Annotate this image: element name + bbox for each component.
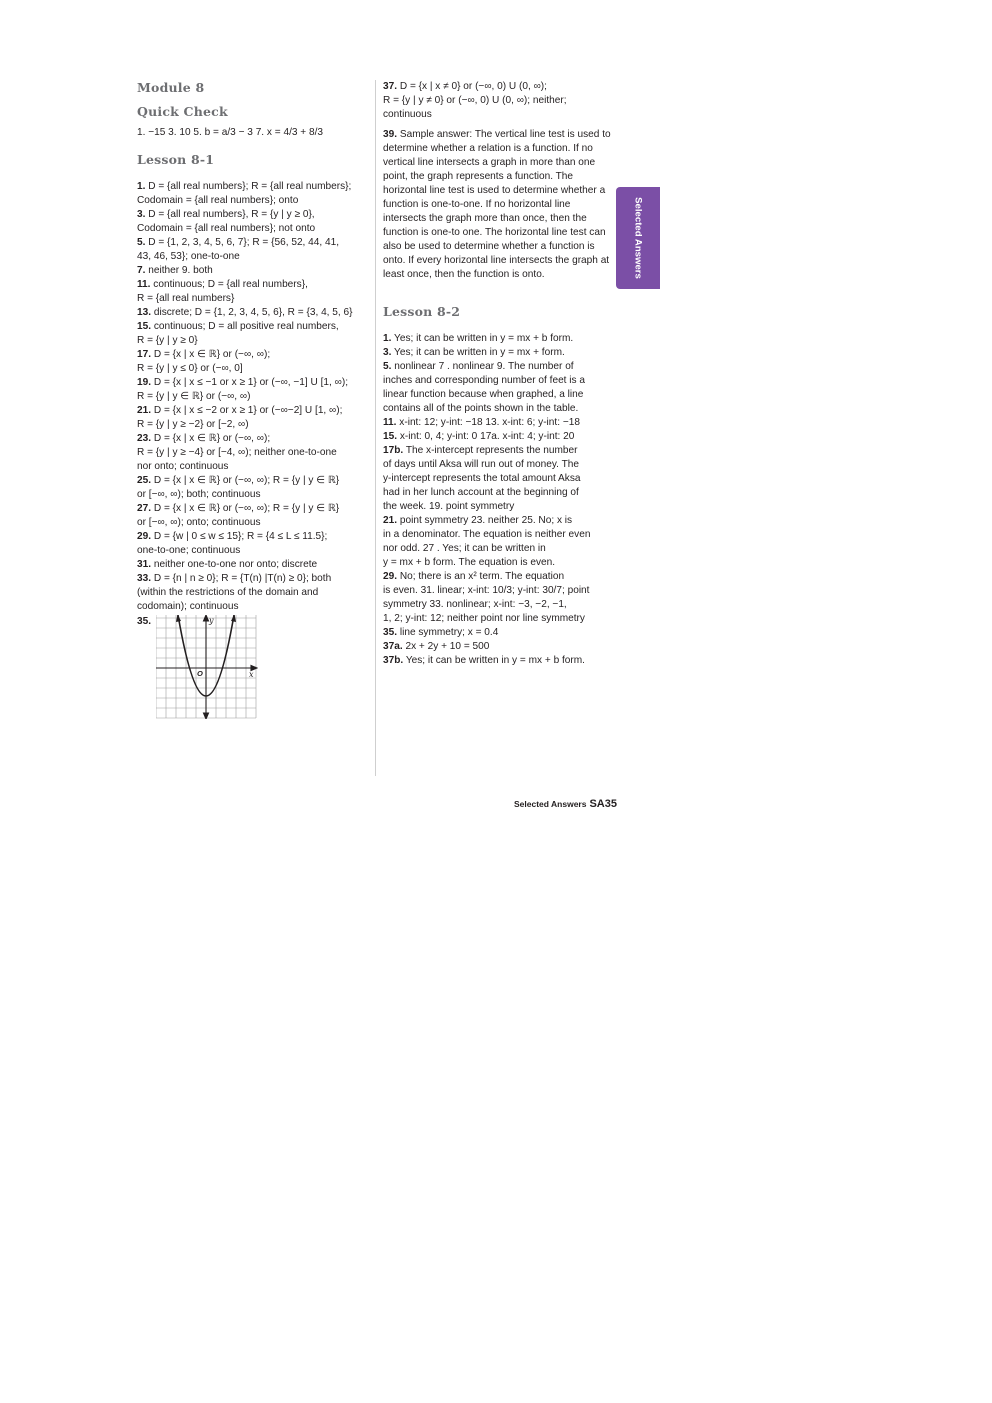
answer-number: 17. <box>137 349 152 360</box>
answer-line <box>383 556 611 570</box>
answer-line <box>383 444 611 458</box>
answer-number: 37a. <box>383 641 403 652</box>
answer-number: 5. <box>383 361 392 372</box>
answer-line <box>137 348 373 362</box>
answer-line <box>383 430 611 444</box>
answer-number: 11. <box>137 279 151 290</box>
answer-line <box>383 626 611 640</box>
origin-label: O <box>197 669 203 678</box>
quick-check-heading: Quick Check <box>137 104 228 119</box>
answer-text: D = {x | x ≤ −2 or x ≥ 1} or (−∞−2] U [1, ∞); <box>153 405 343 416</box>
lesson-8-2-heading: Lesson 8-2 <box>383 304 461 319</box>
answer-line <box>137 278 373 292</box>
graph-axes <box>156 615 257 719</box>
answer-text: D = {x | x ∈ ℝ} or (−∞, ∞); R = {y | y ∈ ℝ} <box>153 503 340 514</box>
answer-text: of days until Aksa will run out of money. The <box>383 459 579 470</box>
answer-number: 1. <box>383 333 392 344</box>
answer-line <box>383 542 611 556</box>
answer-text: Yes; it can be written in y = mx + b form. <box>405 655 585 666</box>
answer-text: 43, 46, 53}; one-to-one <box>137 251 240 262</box>
answer-line <box>383 654 611 668</box>
answer-text: D = {x | x ≤ −1 or x ≥ 1} or (−∞, −1] U [1, ∞); <box>153 377 349 388</box>
answer-line <box>383 486 611 500</box>
answer-line <box>137 544 373 558</box>
answer-line <box>137 600 373 614</box>
answer-text: in a denominator. The equation is neither even <box>383 529 591 540</box>
answer-text: neither one-to-one nor onto; discrete <box>153 559 318 570</box>
answer-text: R = {y | y ≤ 0} or (−∞, 0] <box>137 363 243 374</box>
answer-text: continuous; D = {all real numbers}, <box>153 279 308 290</box>
answer-number: 7. <box>137 265 146 276</box>
page-number: SA35 <box>589 798 617 810</box>
answer-number: 13. <box>137 307 152 318</box>
answer-text: y-intercept represents the total amount Aksa <box>383 473 581 484</box>
answer-text: or [−∞, ∞); onto; continuous <box>137 517 261 528</box>
answer-text: y = mx + b form. The equation is even. <box>383 557 556 568</box>
answer-39 <box>383 128 611 282</box>
answer-line <box>383 402 611 416</box>
answer-text: Codomain = {all real numbers}; onto <box>137 195 299 206</box>
answer-number: 37. <box>383 81 398 92</box>
answer-text: R = {y | y ∈ ℝ} or (−∞, ∞) <box>137 391 251 402</box>
answer-line <box>383 528 611 542</box>
page-footer <box>514 794 617 812</box>
y-axis-label: y <box>209 616 214 625</box>
answer-text: or [−∞, ∞); both; continuous <box>137 489 261 500</box>
answer-line <box>137 488 373 502</box>
answer-line <box>383 388 611 402</box>
answer-line <box>137 264 373 278</box>
answer-text: x-int: 0, 4; y-int: 0 17a. x-int: 4; y-int: 20 <box>399 431 575 442</box>
answer-text: nonlinear 7 . nonlinear 9. The number of <box>394 361 574 372</box>
answer-text: nor odd. 27 . Yes; it can be written in <box>383 543 546 554</box>
x-axis-label: x <box>249 670 254 679</box>
right-column <box>383 80 611 668</box>
answer-number: 11. <box>383 417 397 428</box>
quick-check-answers: 1. −15 3. 10 5. b = a/3 − 3 7. x = 4/3 + 8/3 <box>137 127 324 138</box>
answer-text: line symmetry; x = 0.4 <box>399 627 499 638</box>
answer-text: 2x + 2y + 10 = 500 <box>405 641 490 652</box>
answer-number: 27. <box>137 503 152 514</box>
answer-number: 1. <box>137 181 146 192</box>
answer-text: inches and corresponding number of feet is a <box>383 375 585 386</box>
lesson-8-2-answers <box>383 332 611 668</box>
answer-line <box>383 108 611 122</box>
answer-number: 15. <box>137 321 152 332</box>
answer-line <box>383 80 611 94</box>
answer-text: D = {all real numbers}; R = {all real numbers}; <box>148 181 352 192</box>
parabola-graph <box>156 615 258 719</box>
answer-number: 5. <box>137 237 146 248</box>
answer-number: 23. <box>137 433 152 444</box>
answer-line <box>383 416 611 430</box>
answer-text: R = {y | y ≥ −4} or [−4, ∞); neither one-to-one <box>137 447 337 458</box>
answer-text: the week. 19. point symmetry <box>383 501 515 512</box>
answer-text: (within the restrictions of the domain and <box>137 587 319 598</box>
answer-text: continuous <box>383 109 432 120</box>
answer-line <box>383 570 611 584</box>
answer-text: D = {x | x ≠ 0} or (−∞, 0) U (0, ∞); <box>399 81 547 92</box>
answer-line <box>137 460 373 474</box>
answer-number: 21. <box>383 515 398 526</box>
curve-arrow-left <box>176 615 181 622</box>
answer-line <box>137 222 373 236</box>
answer-line <box>137 586 373 600</box>
answer-text: Sample answer: The vertical line test is used to determine whether a relation is a function. If no vertical line intersects a graph in more than one point, the graph represents a function. The horizontal line test is used to determine whether a function is one-to-one. If no horizontal line intersects the graph more than once, then the function is one-to one. The horizontal line test can also be used to determine whether a function is onto. If every horizontal line intersects the graph at least once, then the function is onto. <box>383 129 611 280</box>
answer-line <box>383 458 611 472</box>
answer-text: D = {x | x ∈ ℝ} or (−∞, ∞); R = {y | y ∈ ℝ} <box>153 475 340 486</box>
answer-line <box>137 530 373 544</box>
answer-text: symmetry 33. nonlinear; x-int: −3, −2, −1, <box>383 599 567 610</box>
answer-number: 29. <box>137 531 152 542</box>
answer-text: x-int: 12; y-int: −18 13. x-int: 6; y-int: −18 <box>399 417 580 428</box>
answer-text: discrete; D = {1, 2, 3, 4, 5, 6}, R = {3, 4, 5, 6} <box>153 307 353 318</box>
answer-number: 17b. <box>383 445 404 456</box>
answer-number: 31. <box>137 559 152 570</box>
column-divider <box>375 80 376 776</box>
answer-number: 21. <box>137 405 152 416</box>
answer-number: 3. <box>137 209 146 220</box>
answer-text: R = {y | y ≠ 0} or (−∞, 0) U (0, ∞); neither; <box>383 95 567 106</box>
answer-text: Yes; it can be written in y = mx + b form. <box>394 333 574 344</box>
answer-line <box>383 640 611 654</box>
answer-line <box>383 360 611 374</box>
answer-line <box>383 584 611 598</box>
answer-text: No; there is an x² term. The equation <box>399 571 565 582</box>
answer-text: D = {1, 2, 3, 4, 5, 6, 7}; R = {56, 52, 44, 41, <box>148 237 340 248</box>
answer-line <box>137 292 373 306</box>
answer-line <box>137 390 373 404</box>
answer-number: 35. <box>137 616 152 627</box>
answer-line <box>383 94 611 108</box>
answer-text: one-to-one; continuous <box>137 545 241 556</box>
answer-text: linear function because when graphed, a line <box>383 389 584 400</box>
answer-text: neither 9. both <box>148 265 213 276</box>
answer-number: 3. <box>383 347 392 358</box>
answer-text: is even. 31. linear; x-int: 10/3; y-int: 30/7; point <box>383 585 590 596</box>
answer-line <box>137 404 373 418</box>
lesson-8-1-answers <box>137 180 373 614</box>
answer-text: D = {n | n ≥ 0}; R = {T(n) |T(n) ≥ 0}; both <box>153 573 332 584</box>
answer-37 <box>383 80 611 122</box>
answer-line <box>137 236 373 250</box>
selected-answers-tab[interactable] <box>616 187 660 289</box>
answer-line <box>383 612 611 626</box>
answer-number: 15. <box>383 431 398 442</box>
answer-text: R = {y | y ≥ 0} <box>137 335 198 346</box>
answer-line <box>383 374 611 388</box>
answer-35 <box>137 615 373 719</box>
selected-answers-tab-label: Selected Answers <box>632 197 644 279</box>
left-column <box>137 80 373 719</box>
answer-line <box>383 500 611 514</box>
lesson-8-1-heading: Lesson 8-1 <box>137 152 215 167</box>
answer-number: 19. <box>137 377 152 388</box>
answer-text: continuous; D = all positive real numbers, <box>153 321 339 332</box>
answer-line <box>137 418 373 432</box>
answer-line <box>383 332 611 346</box>
answer-text: contains all of the points shown in the table. <box>383 403 579 414</box>
footer-label: Selected Answers <box>514 799 587 809</box>
answer-text: Yes; it can be written in y = mx + form. <box>394 347 565 358</box>
answer-line <box>137 432 373 446</box>
answer-line <box>383 346 611 360</box>
answer-line <box>137 446 373 460</box>
answer-line <box>383 514 611 528</box>
answer-line <box>137 320 373 334</box>
answer-line <box>137 474 373 488</box>
answer-text: R = {all real numbers} <box>137 293 235 304</box>
answer-text: had in her lunch account at the beginning of <box>383 487 579 498</box>
answer-text: Codomain = {all real numbers}; not onto <box>137 223 316 234</box>
answer-line <box>383 472 611 486</box>
answer-line <box>137 180 373 194</box>
answer-line <box>137 208 373 222</box>
answer-line <box>137 502 373 516</box>
answer-line <box>137 516 373 530</box>
answer-line <box>137 558 373 572</box>
answer-text: 1, 2; y-int: 12; neither point nor line symmetry <box>383 613 585 624</box>
answer-number: 39. <box>383 129 398 140</box>
answer-number: 35. <box>383 627 398 638</box>
answer-line <box>137 194 373 208</box>
answer-number: 29. <box>383 571 398 582</box>
curve-arrow-right <box>231 615 236 622</box>
answer-number: 25. <box>137 475 152 486</box>
answer-line <box>137 334 373 348</box>
answer-number: 33. <box>137 573 152 584</box>
module-title: Module 8 <box>137 80 205 95</box>
answer-text: D = {all real numbers}, R = {y | y ≥ 0}, <box>148 209 315 220</box>
answer-text: D = {x | x ∈ ℝ} or (−∞, ∞); <box>153 349 271 360</box>
answer-text: codomain); continuous <box>137 601 239 612</box>
answer-line <box>137 376 373 390</box>
answer-line <box>137 572 373 586</box>
answer-line <box>137 306 373 320</box>
answer-text: nor onto; continuous <box>137 461 229 472</box>
answer-text: The x-intercept represents the number <box>405 445 578 456</box>
answer-line <box>137 362 373 376</box>
answer-number: 37b. <box>383 655 404 666</box>
answer-text: R = {y | y ≥ −2} or [−2, ∞) <box>137 419 249 430</box>
answer-text: D = {w | 0 ≤ w ≤ 15}; R = {4 ≤ L ≤ 11.5}; <box>153 531 328 542</box>
answer-text: D = {x | x ∈ ℝ} or (−∞, ∞); <box>153 433 271 444</box>
answer-line <box>137 250 373 264</box>
answer-text: point symmetry 23. neither 25. No; x is <box>399 515 573 526</box>
answer-line <box>383 598 611 612</box>
